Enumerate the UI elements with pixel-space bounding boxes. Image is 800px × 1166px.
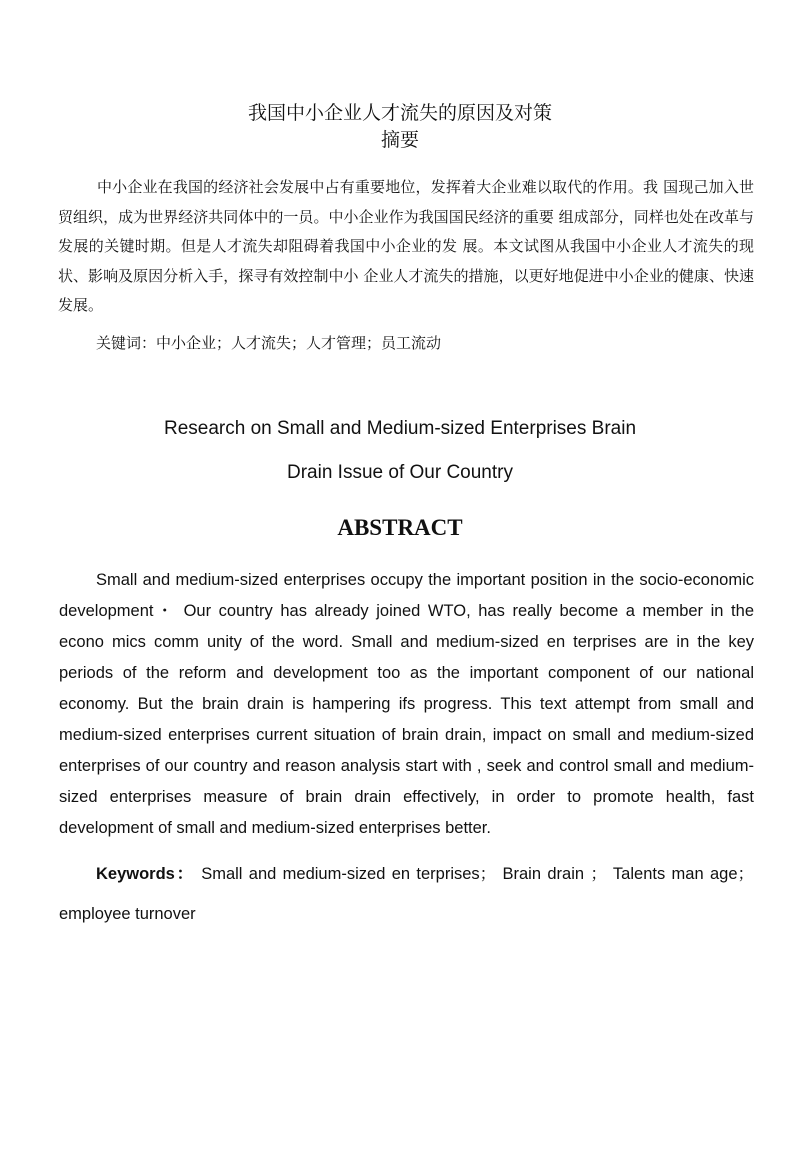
- english-keywords-label: Keywords：: [96, 865, 195, 883]
- english-title-line-2: Drain Issue of Our Country: [287, 462, 513, 483]
- english-abstract-paragraph: Small and medium-sized enterprises occupy the important position in the socio-economic development・ Our country has already joined WTO, has really become a member in the econo mics comm unity of the word. Small and medium-sized en terprises are in the key periods of the reform and development too as the important component of our national economy. But the brain drain is hampering ifs progress. This text attempt from small and medium-sized enterprises current situation of brain drain, impact on small and medium-sized enterprises of our country and reason analysis start with , seek and control small and medium-sized enterprises measure of brain drain effectively, in order to promote health, fast development of small and medium-sized enterprises better.: [59, 571, 754, 837]
- chinese-keywords: 关键词：中小企业；人才流失；人才管理；员工流动: [96, 334, 442, 352]
- english-abstract-heading: ABSTRACT: [337, 515, 463, 540]
- chinese-abstract-paragraph: 中小企业在我国的经济社会发展中占有重要地位，发挥着大企业难以取代的作用。我 国现己加入世贸组织，成为世界经济共同体中的一员。中小企业作为我国国民经济的重要 组成部分，同样也处在改革与发展的关键时期。但是人才流失却阻碍着我国中小企业的发 展。本文试图从我国中小企业人才流失的现状、影响及原因分析入手，探寻有效控制中小 企业人才流失的措施，以更好地促进中小企业的健康、快速发展。: [58, 178, 754, 314]
- english-keywords-text: Small and medium-sized en terprises； Brain drain ； Talents man age； employee turnover: [59, 865, 755, 923]
- english-title-line-1: Research on Small and Medium-sized Enterprises Brain: [163, 418, 637, 439]
- chinese-abstract-heading: 摘要: [380, 129, 419, 151]
- chinese-title: 我国中小企业人才流失的原因及对策: [247, 102, 552, 124]
- english-keywords: [59, 854, 754, 934]
